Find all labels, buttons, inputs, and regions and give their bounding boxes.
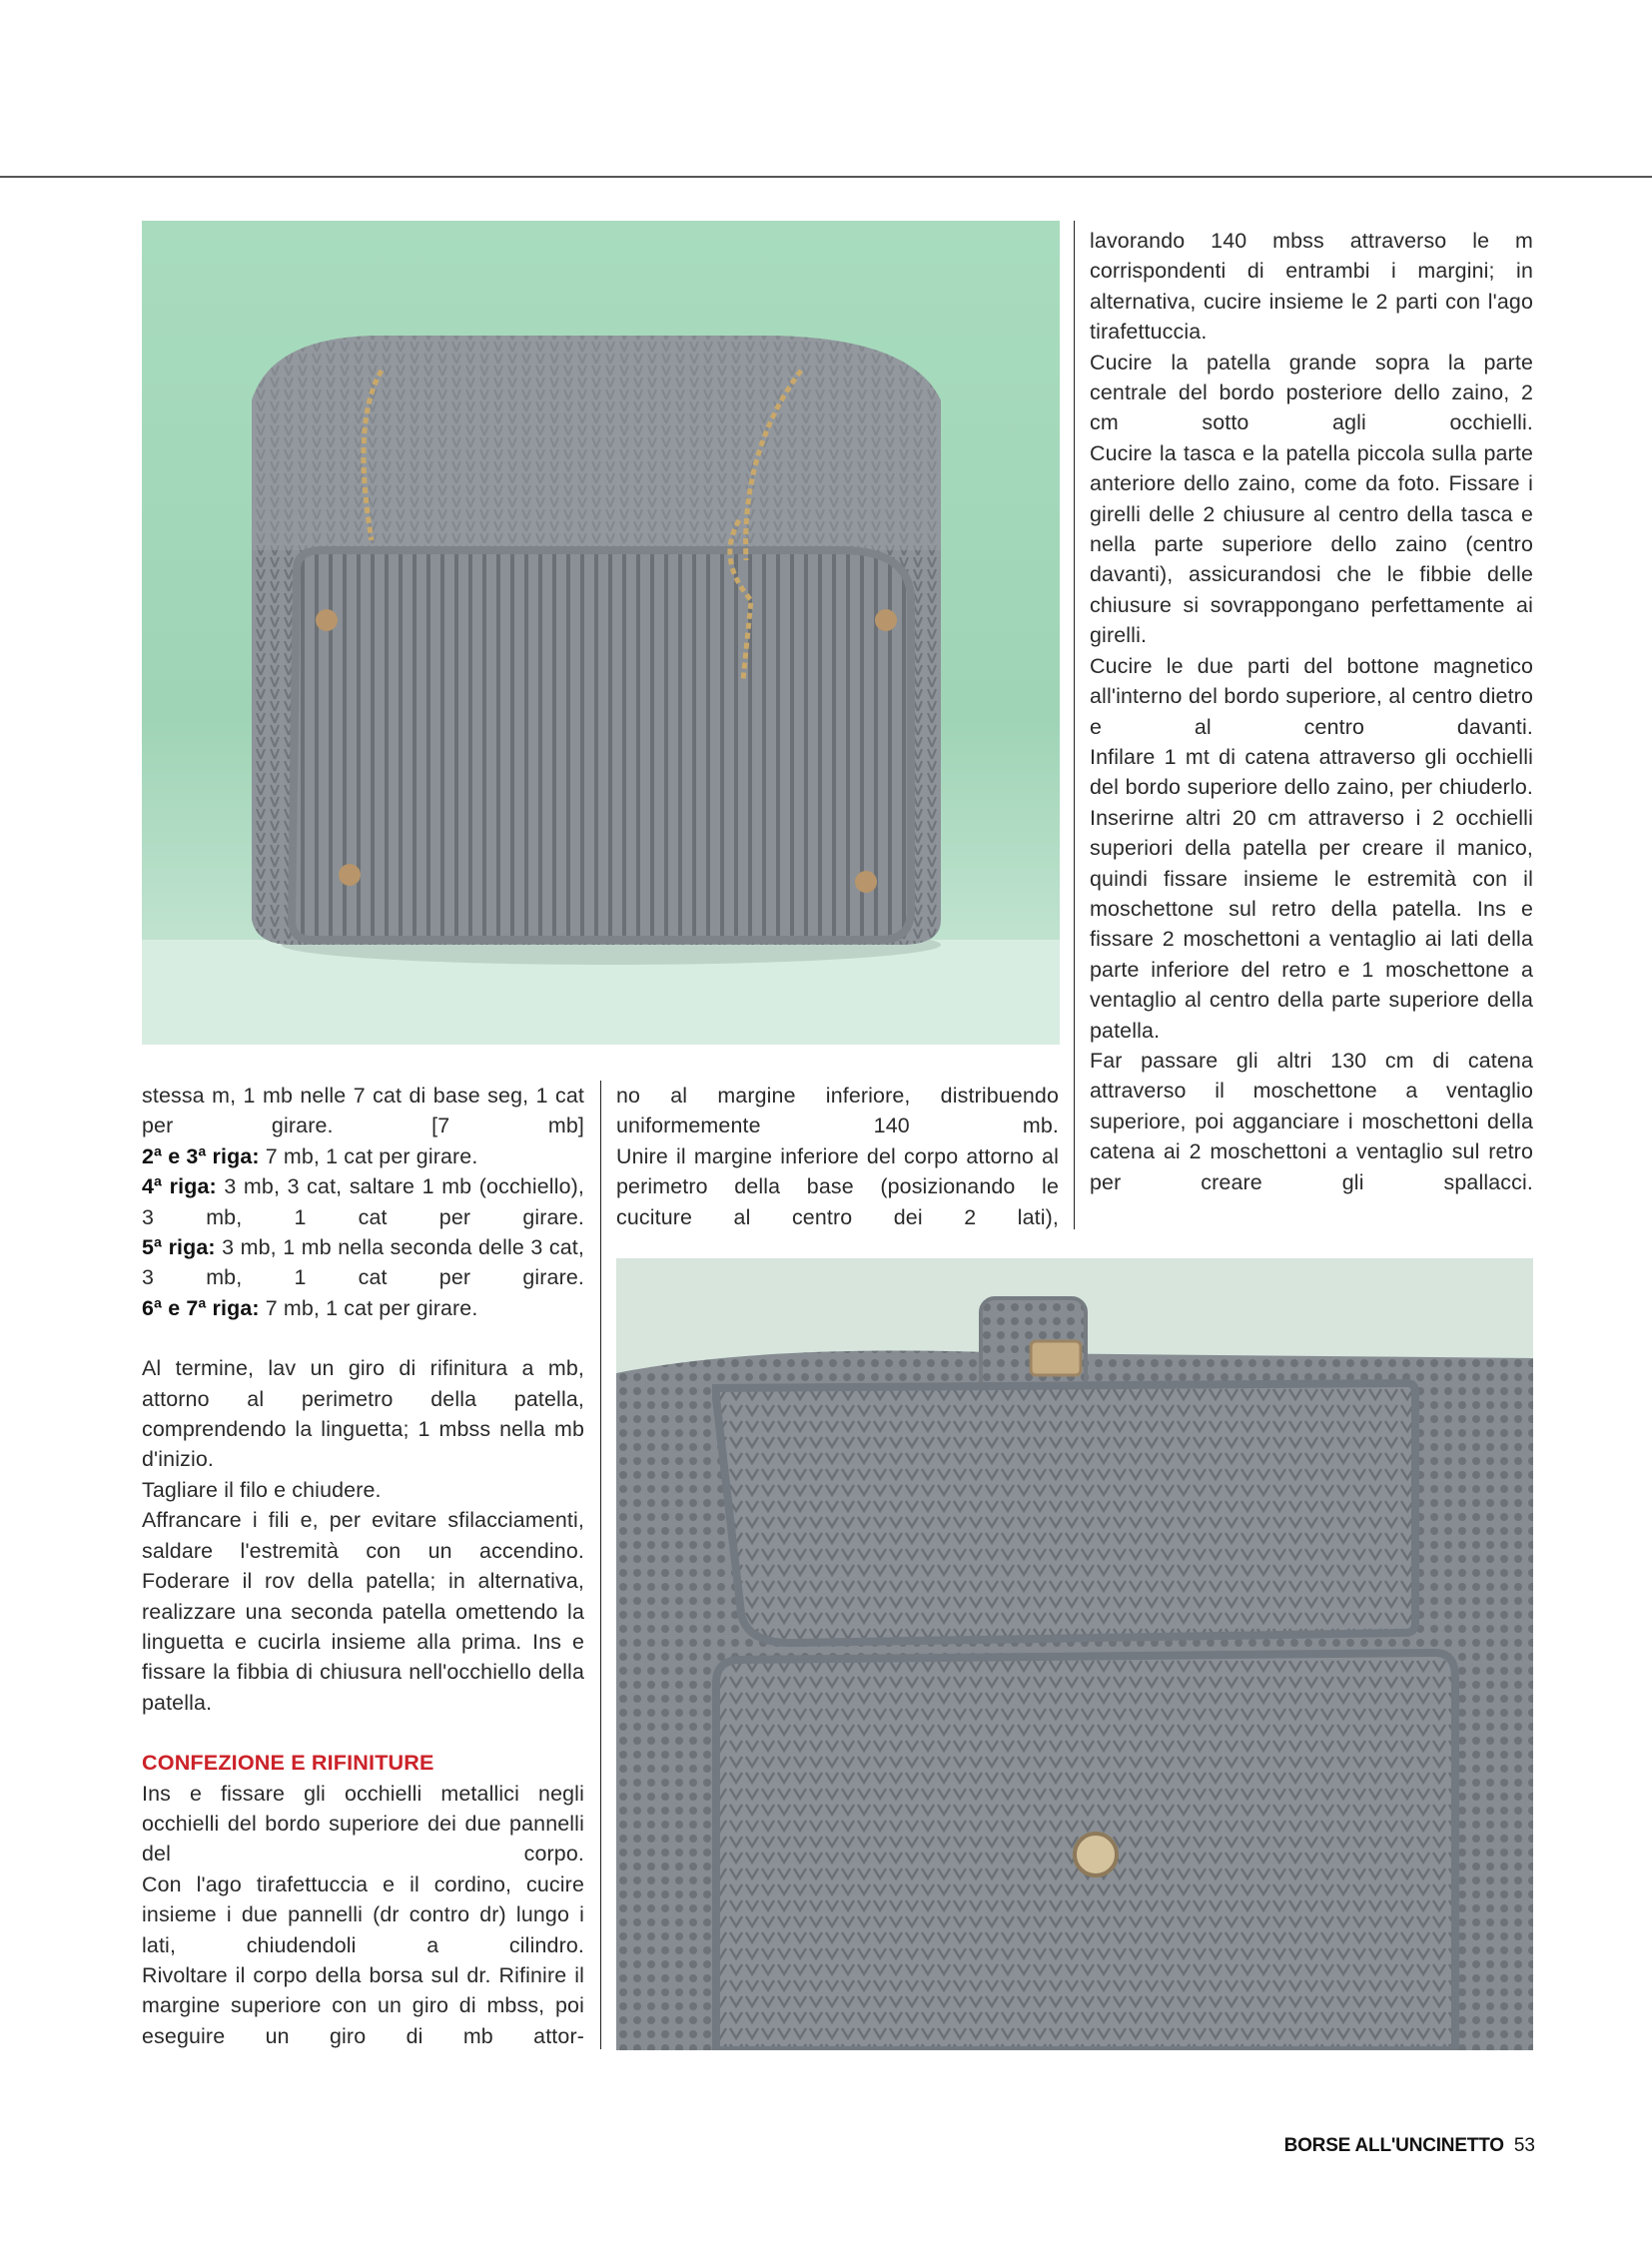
pattern-row: [142, 1293, 584, 1323]
paragraph: Cucire le due parti del bottone magnetico all'interno del bordo superiore, al centro dietro e al centro davanti.: [1090, 653, 1533, 739]
paragraph: stessa m, 1 mb nelle 7 cat di base seg, 1 cat per girare. [7 mb]: [142, 1084, 584, 1138]
paragraph: no al margine inferiore, distribuendo uniformemente 140 mb.: [616, 1084, 1059, 1138]
page-number: 53: [1513, 2135, 1535, 2156]
column-divider: [1074, 221, 1075, 1229]
paragraph: Con l'ago tirafettuccia e il cordino, cucire insieme i due pannelli (dr contro dr) lungo i lati, chiudendoli a cilindro.: [142, 1871, 584, 1957]
row-label: 2ª e 3ª riga:: [142, 1143, 260, 1168]
right-column: [1090, 226, 1533, 1197]
photo-pocket-detail: [616, 1258, 1533, 2050]
paragraph: Unire il margine inferiore del corpo attorno al perimetro della base (posizionando le cuciture al centro dei 2 lati),: [616, 1143, 1059, 1229]
left-column: [142, 1081, 584, 2051]
paragraph: Foderare il rov della patella; in alternativa, realizzare una seconda patella omettendo la linguetta e cucirla insieme alla prima. Ins e fissare la fibbia di chiusura nell'occhiello della patella.: [142, 1569, 584, 1715]
row-label: 5ª riga:: [142, 1235, 216, 1260]
pattern-row: [142, 1232, 584, 1293]
row-label: 4ª riga:: [142, 1174, 217, 1199]
paragraph: Ins e fissare gli occhielli metallici negli occhielli del bordo superiore dei due pannelli del corpo.: [142, 1781, 584, 1867]
paragraph: Far passare gli altri 130 cm di catena attraverso il moschettone a ventaglio superiore, poi agganciare i moschettoni della catena ai 2 moschettoni a ventaglio sul retro per creare gli spallacci.: [1090, 1048, 1533, 1194]
row-text: 7 mb, 1 cat per girare.: [259, 1143, 478, 1168]
paragraph: Affrancare i fili e, per evitare sfilacciamenti, saldare l'estremità con un accendino.: [142, 1508, 584, 1563]
paragraph: Infilare 1 mt di catena attraverso gli occhielli del bordo superiore dello zaino, per chiuderlo.: [1090, 744, 1533, 800]
magazine-title: BORSE ALL'UNCINETTO: [1283, 2135, 1504, 2156]
section-heading: CONFEZIONE E RIFINITURE: [142, 1750, 434, 1776]
middle-column: [616, 1081, 1059, 1232]
row-text: 3 mb, 3 cat, saltare 1 mb (occhiello), 3 mb, 1 cat per girare.: [142, 1174, 585, 1229]
paragraph: Inserirne altri 20 cm attraverso i 2 occhielli superiori della patella per creare il manico, quindi fissare insieme le estremità con il moschettone sul retro della patella. Ins e fissare 2 moschettoni a ventaglio ai lati della parte inferiore del retro e 1 moschettone a ventaglio al centro della parte superiore della patella.: [1090, 805, 1533, 1043]
column-divider: [600, 1081, 601, 2049]
pattern-row: [142, 1171, 584, 1232]
paragraph: Tagliare il filo e chiudere.: [142, 1477, 382, 1502]
paragraph: Rivoltare il corpo della borsa sul dr. Rifinire il margine superiore con un giro di mbss, poi eseguire un giro di mb attor-: [142, 1962, 584, 2048]
header-rule: [0, 176, 1652, 178]
paragraph: Cucire la tasca e la patella piccola sulla parte anteriore dello zaino, come da foto. Fissare i girelli delle 2 chiusure al centro della tasca e nella parte superiore dello zaino (centro davanti), assicurandosi che le fibbie delle chiusure si sovrappongano perfettamente ai girelli.: [1090, 440, 1533, 648]
row-text: 3 mb, 1 mb nella seconda delle 3 cat, 3 mb, 1 cat per girare.: [142, 1235, 584, 1290]
paragraph: Cucire la patella grande sopra la parte centrale del bordo posteriore dello zaino, 2 cm sotto agli occhielli.: [1090, 350, 1533, 435]
row-label: 6ª e 7ª riga:: [142, 1295, 260, 1320]
paragraph: lavorando 140 mbss attraverso le m corrispondenti di entrambi i margini; in alternativa, cucire insieme le 2 parti con l'ago tirafettuccia.: [1090, 229, 1533, 345]
photo-backpack-bottom: [142, 221, 1060, 1045]
paragraph: Al termine, lav un giro di rifinitura a mb, attorno al perimetro della patella, comprendendo la linguetta; 1 mbss nella mb d'inizio.: [142, 1356, 584, 1472]
row-text: 7 mb, 1 cat per girare.: [259, 1295, 478, 1320]
pattern-row: [142, 1141, 584, 1171]
page-footer: [1284, 2135, 1535, 2157]
